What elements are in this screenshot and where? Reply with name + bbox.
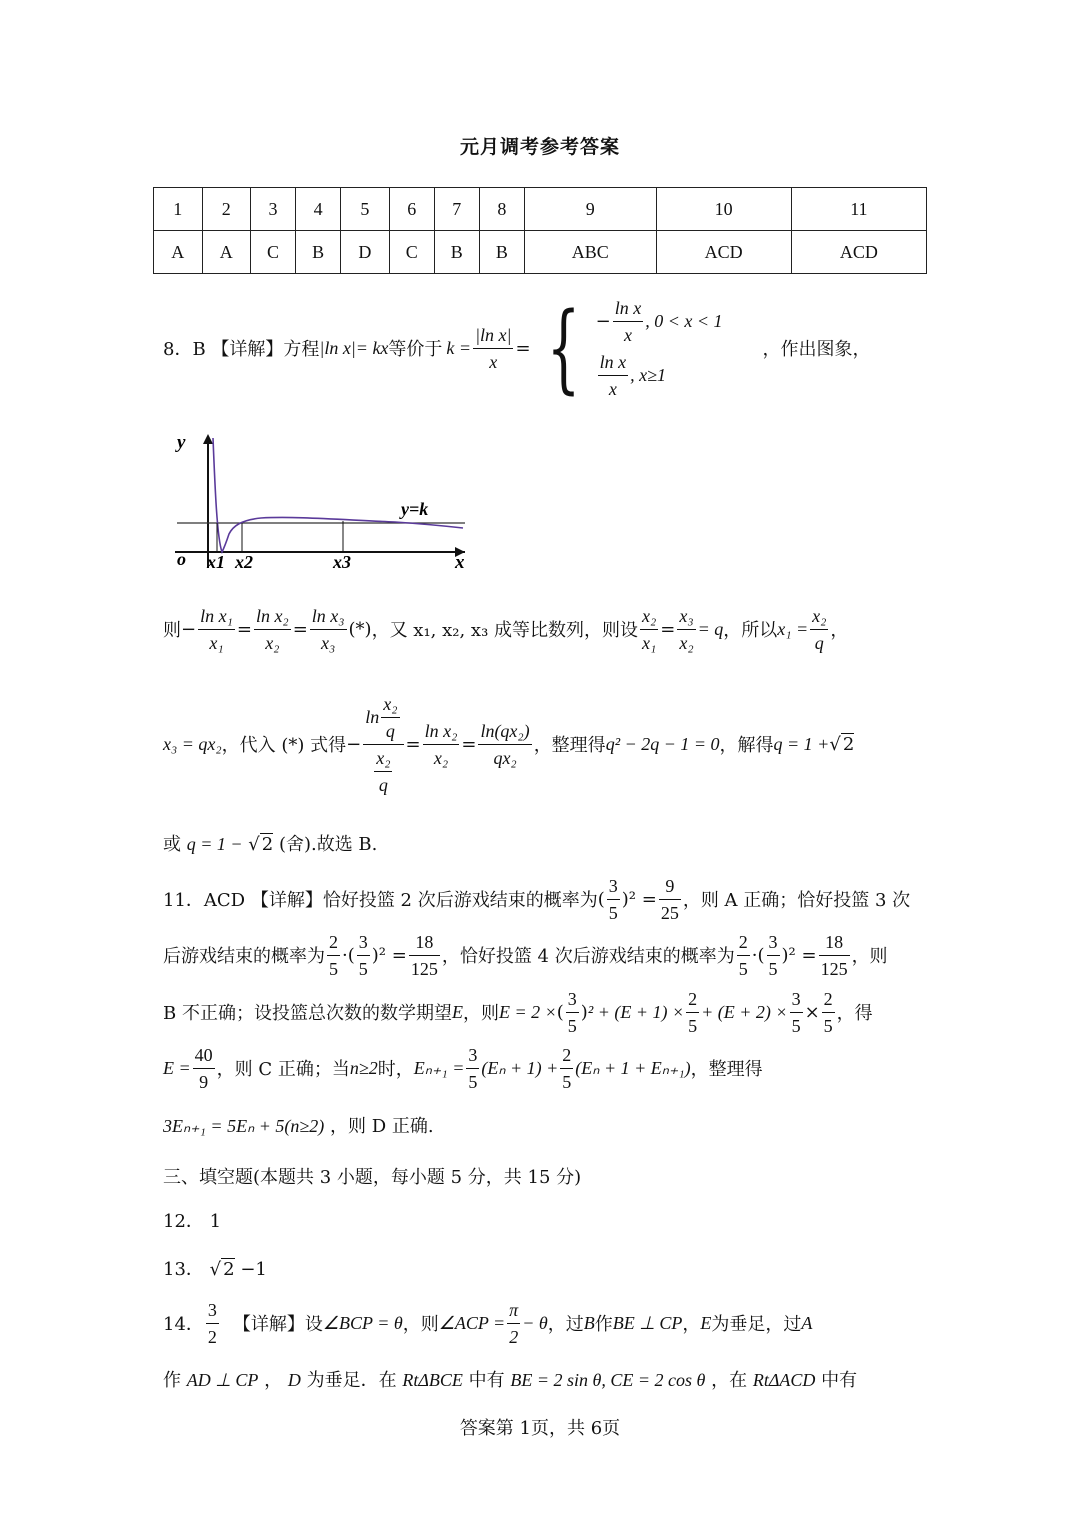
numerator: ln x₁ <box>198 603 235 630</box>
table-cell: A <box>154 231 203 274</box>
denominator: 5 <box>608 902 618 923</box>
fraction <box>478 718 531 771</box>
numerator: 3 <box>607 873 620 900</box>
table-cell: 6 <box>389 188 434 231</box>
fraction <box>598 349 629 402</box>
table-cell: B <box>479 231 524 274</box>
x2-label: x2 <box>235 552 253 572</box>
text: × <box>804 1001 820 1023</box>
fraction <box>819 929 850 982</box>
fraction <box>357 929 370 982</box>
text: 则 <box>163 620 181 641</box>
text: 3Eₙ₊₁ = 5Eₙ + 5(n≥2) <box>163 1116 325 1136</box>
table-cell: C <box>251 231 296 274</box>
numerator: 2 <box>737 929 750 956</box>
fraction <box>466 1042 479 1095</box>
q8-equation: |ln x|= kx <box>319 337 389 358</box>
text: ，则 C 正确；当 <box>216 1059 350 1080</box>
denominator: x₂ <box>265 632 280 653</box>
denominator: x₁ <box>642 632 657 653</box>
fraction <box>822 986 835 1039</box>
table-cell: C <box>389 231 434 274</box>
numerator: 18 <box>409 929 440 956</box>
text: 作 <box>594 1314 613 1335</box>
q14-line2 <box>163 1366 857 1392</box>
denominator: 2 <box>509 1326 519 1347</box>
text: ∠ACP = <box>438 1312 506 1333</box>
text: E = <box>163 1057 191 1078</box>
fraction <box>810 603 828 656</box>
text: 后游戏结束的概率为 <box>163 946 325 967</box>
text: 或 <box>163 834 181 855</box>
numerator: ln x₂ <box>254 603 291 630</box>
table-cell: ACD <box>791 231 926 274</box>
radicand: 2 <box>842 734 855 755</box>
line-label: y=k <box>401 499 429 519</box>
section-3-heading: 三、填空题(本题共 3 小题，每小题 5 分，共 15 分) <box>163 1167 582 1188</box>
numerator: ln(qx₂) <box>478 718 531 745</box>
case-row <box>596 294 723 348</box>
function-graph <box>165 428 475 578</box>
text: B <box>583 1312 595 1333</box>
denominator <box>363 745 403 798</box>
piecewise-cases <box>596 294 723 402</box>
fraction <box>613 295 644 348</box>
minus-sign: − <box>181 618 197 640</box>
fraction <box>193 1042 215 1095</box>
numerator: 2 <box>560 1042 573 1069</box>
text: 14． <box>163 1314 204 1335</box>
table-cell: 9 <box>524 188 656 231</box>
q14-line1 <box>163 1294 812 1352</box>
q11-line5 <box>163 1112 434 1138</box>
text: (舍).故选 B. <box>278 834 378 855</box>
text: 为垂足，过 <box>711 1314 802 1335</box>
answer-keys-row <box>154 231 927 274</box>
text: ² = <box>378 944 407 966</box>
numerator: 3 <box>790 986 803 1013</box>
denominator: 9 <box>199 1071 209 1092</box>
numerator: |ln x| <box>473 322 513 349</box>
text: E <box>700 1312 712 1333</box>
q8-ratio-line <box>163 598 848 660</box>
table-cell: B <box>434 231 479 274</box>
equals-sign: = <box>292 618 308 640</box>
fraction <box>640 603 658 656</box>
denominator: 5 <box>791 1015 801 1036</box>
answer-table <box>153 187 927 274</box>
fraction <box>607 873 620 926</box>
text: ，解得 <box>719 735 774 756</box>
y-axis-arrow-icon <box>203 434 213 444</box>
minus-sign: − <box>346 733 362 755</box>
text: 中有 <box>821 1370 858 1391</box>
text: (Eₙ + 1) + <box>481 1057 559 1078</box>
fraction <box>423 718 460 771</box>
text: q = 1 + <box>773 733 830 754</box>
fraction <box>560 1042 573 1095</box>
q11-line2: 后游戏结束的概率为 $\frac{2}{5}$ · ( $\frac{3}{5}$ ) ² = $\frac{18}{125}$ ，恰好投篮 4 次后游戏结束的概率为 $\frac{2}{5}$ · ( $\frac{3}{5}$ ) ² = $\frac{18}{125}$ ，则 <box>163 926 888 984</box>
text: q² − 2q − 1 = 0 <box>605 733 720 754</box>
table-cell: A <box>202 231 251 274</box>
fraction <box>790 986 803 1039</box>
q8-alternative <box>163 830 377 856</box>
numerator: 2 <box>327 929 340 956</box>
fraction <box>473 322 513 375</box>
equals-sign: = <box>236 618 252 640</box>
table-cell: 3 <box>251 188 296 231</box>
q8-equiv: 等价于 <box>388 339 443 360</box>
text: x₁ = <box>777 618 809 639</box>
text: ，则 <box>462 1003 499 1024</box>
text: ， <box>682 1314 701 1335</box>
numerator: x₂ <box>810 603 828 630</box>
q8-lead: 8．B 【详解】方程 <box>163 339 320 360</box>
q12-answer <box>163 1207 221 1233</box>
numerator: ln x₃ <box>310 603 347 630</box>
table-cell: 10 <box>656 188 791 231</box>
denominator: 5 <box>358 958 368 979</box>
text: ，则 A 正确；恰好投篮 3 次 <box>682 890 911 911</box>
numerator: x₃ <box>677 603 695 630</box>
text: D <box>287 1370 301 1390</box>
denominator: qx₂ <box>493 747 517 768</box>
fraction <box>659 873 681 926</box>
text: n≥2 <box>349 1057 378 1078</box>
fraction <box>374 745 392 798</box>
numerator: 2 <box>686 986 699 1013</box>
text: E <box>451 1001 463 1022</box>
text: ，恰好投篮 4 次后游戏结束的概率为 <box>441 946 735 967</box>
text: ，过 <box>547 1314 584 1335</box>
text: A <box>801 1312 813 1333</box>
sqrt-icon: √ <box>829 733 841 755</box>
radicand: 2 <box>223 1259 235 1280</box>
text: 时， <box>377 1059 414 1080</box>
equals-sign: = <box>405 733 421 755</box>
text: ，整理得 <box>690 1059 763 1080</box>
fraction <box>677 603 695 656</box>
fraction <box>409 929 440 982</box>
numerator: 9 <box>659 873 681 900</box>
text: 13． <box>163 1259 204 1280</box>
fraction <box>767 929 780 982</box>
fraction <box>686 986 699 1039</box>
text: BE = 2 sin θ, CE = 2 cos θ <box>510 1370 706 1390</box>
q11-line1: 11．ACD 【详解】恰好投篮 2 次后游戏结束的概率为 ( $\frac{3}{5}$ ) ² = $\frac{9}{25}$ ，则 A 正确；恰好投篮 3 次 <box>163 870 910 928</box>
text: · <box>342 944 348 966</box>
equals-sign: = <box>660 618 676 640</box>
table-cell: 1 <box>154 188 203 231</box>
text: BE ⊥ CP <box>612 1312 683 1333</box>
fraction <box>737 929 750 982</box>
text: Eₙ₊₁ = <box>413 1057 465 1078</box>
text: ² = <box>788 944 817 966</box>
text: ，则 <box>402 1314 439 1335</box>
text: · <box>751 944 758 966</box>
radicand: 2 <box>261 834 274 855</box>
text: ，所以 <box>723 620 778 641</box>
q8-substitution-line <box>163 688 854 800</box>
star-mark: (*) <box>348 618 372 640</box>
numerator: 2 <box>822 986 835 1013</box>
text: + (E + 2) × <box>701 1001 788 1022</box>
case-row <box>596 348 723 402</box>
numerator <box>363 691 403 745</box>
text: (Eₙ + 1 + Eₙ₊₁) <box>575 1057 691 1078</box>
denominator: x₃ <box>321 632 336 653</box>
text: x₃ = qx₂ <box>163 733 222 754</box>
text: ，整理得 <box>533 735 606 756</box>
table-cell: D <box>341 231 390 274</box>
q8-statement <box>163 288 871 408</box>
numerator: x₂ <box>381 691 399 718</box>
denominator: q <box>385 720 395 741</box>
q8-tail: ，作出图象， <box>762 339 871 360</box>
denominator: x <box>608 378 617 399</box>
denominator: 125 <box>820 958 848 979</box>
text: ，又 x₁, x₂, x₃ 成等比数列，则设 <box>371 620 639 641</box>
text: ，在 <box>711 1370 748 1391</box>
text: 【详解】设 <box>232 1314 323 1335</box>
numerator: 40 <box>193 1042 215 1069</box>
numerator: 18 <box>819 929 850 956</box>
numerator: 3 <box>767 929 780 956</box>
fraction <box>198 603 235 656</box>
numerator: π <box>507 1297 520 1324</box>
table-cell: B <box>296 231 341 274</box>
denominator: 2 <box>207 1326 217 1347</box>
table-cell: ABC <box>524 231 656 274</box>
numerator: 3 <box>357 929 370 956</box>
text: 11．ACD 【详解】恰好投篮 2 次后游戏结束的概率为 <box>163 890 598 911</box>
denominator: 5 <box>567 1015 577 1036</box>
text: 中有 <box>468 1370 505 1391</box>
q13-answer <box>163 1255 267 1281</box>
denominator: x <box>623 324 632 345</box>
y-axis-label: y <box>177 432 186 453</box>
text: ， <box>830 620 849 641</box>
fraction <box>327 929 340 982</box>
fraction <box>254 603 291 656</box>
denominator: x <box>489 351 498 372</box>
text: ， <box>264 1370 283 1391</box>
text: RtΔACD <box>752 1370 816 1390</box>
denominator: 5 <box>329 958 338 979</box>
x3-label: x3 <box>333 552 351 572</box>
denominator: x₁ <box>209 632 224 653</box>
compound-fraction <box>363 691 403 798</box>
text: 12． <box>163 1211 204 1232</box>
text: 1 <box>209 1211 222 1232</box>
denominator: q <box>378 774 388 795</box>
numerator: 3 <box>466 1042 479 1069</box>
denominator: 5 <box>738 958 748 979</box>
text: −1 <box>240 1259 267 1280</box>
text: ln <box>365 707 380 727</box>
fraction <box>566 986 579 1039</box>
equals-sign: = <box>515 337 531 359</box>
table-cell: 5 <box>341 188 390 231</box>
text: ，得 <box>836 1003 873 1024</box>
numerator: ln x <box>598 349 629 376</box>
denominator: 5 <box>688 1015 698 1036</box>
numerator: ln x <box>613 295 644 322</box>
text: ² + (E + 1) × <box>587 1001 685 1022</box>
text: ，代入 (*) 式得 <box>221 735 347 756</box>
table-cell: 2 <box>202 188 251 231</box>
denominator: 5 <box>768 958 778 979</box>
fraction <box>206 1297 219 1350</box>
text: 为垂足．在 <box>306 1370 397 1391</box>
equals-sign: = <box>461 733 477 755</box>
numerator: x₂ <box>640 603 658 630</box>
function-curve <box>213 438 463 552</box>
denominator: 5 <box>562 1071 572 1092</box>
denominator: 125 <box>410 958 438 979</box>
fraction <box>310 603 347 656</box>
denominator: 5 <box>823 1015 833 1036</box>
q11-line3: B 不正确；设投篮总次数的数学期望 E ，则 E = 2 × ( $\frac{3}{5}$ ) ² + (E + 1) × $\frac{2}{5}$ + (E + 2) × $\frac{3}{5}$ × $\frac{2}{5}$ ，得 <box>163 983 873 1041</box>
text: ，则 <box>851 946 888 967</box>
left-brace-icon: { <box>546 292 580 404</box>
sqrt-icon: √ <box>209 1259 222 1280</box>
denominator: q <box>814 632 824 653</box>
table-cell: 8 <box>479 188 524 231</box>
denominator: 5 <box>468 1071 478 1092</box>
minus-sign: − <box>595 310 611 332</box>
table-cell: 7 <box>434 188 479 231</box>
page-title: 元月调考参考答案 <box>459 136 620 158</box>
case-condition: , 0 < x < 1 <box>645 310 723 331</box>
x1-label: x1 <box>207 552 225 572</box>
text: ，则 D 正确. <box>330 1116 434 1137</box>
q11-line4 <box>163 1039 763 1097</box>
numerator: x₂ <box>374 745 392 772</box>
origin-label: o <box>177 549 186 569</box>
x-axis-label: x <box>455 552 465 573</box>
text: RtΔBCE <box>402 1370 463 1390</box>
numerator: ln x₂ <box>423 718 460 745</box>
denominator: x₂ <box>433 747 449 768</box>
text: ² = <box>628 888 657 910</box>
fraction <box>381 691 399 744</box>
sqrt-icon: √ <box>248 834 260 855</box>
table-cell: ACD <box>656 231 791 274</box>
numerator: 3 <box>206 1297 219 1324</box>
denominator: 25 <box>660 902 679 923</box>
table-cell: 4 <box>296 188 341 231</box>
page-footer: 答案第 1页，共 6页 <box>459 1418 621 1439</box>
numerator: 3 <box>566 986 579 1013</box>
answer-numbers-row <box>154 188 927 231</box>
text: E = 2 × <box>498 1001 557 1022</box>
text: = q <box>697 618 724 639</box>
text: q = 1 − <box>186 834 243 854</box>
denominator: x₂ <box>679 632 694 653</box>
q8-k-eq: k = <box>446 337 472 358</box>
text: B 不正确；设投篮总次数的数学期望 <box>163 1003 452 1024</box>
text: − θ <box>522 1312 548 1333</box>
text: AD ⊥ CP <box>186 1370 259 1390</box>
fraction <box>507 1297 520 1350</box>
table-cell: 11 <box>791 188 926 231</box>
text: ∠BCP = θ <box>322 1312 403 1333</box>
text: 作 <box>163 1370 181 1391</box>
case-condition: , x≥1 <box>630 364 666 385</box>
